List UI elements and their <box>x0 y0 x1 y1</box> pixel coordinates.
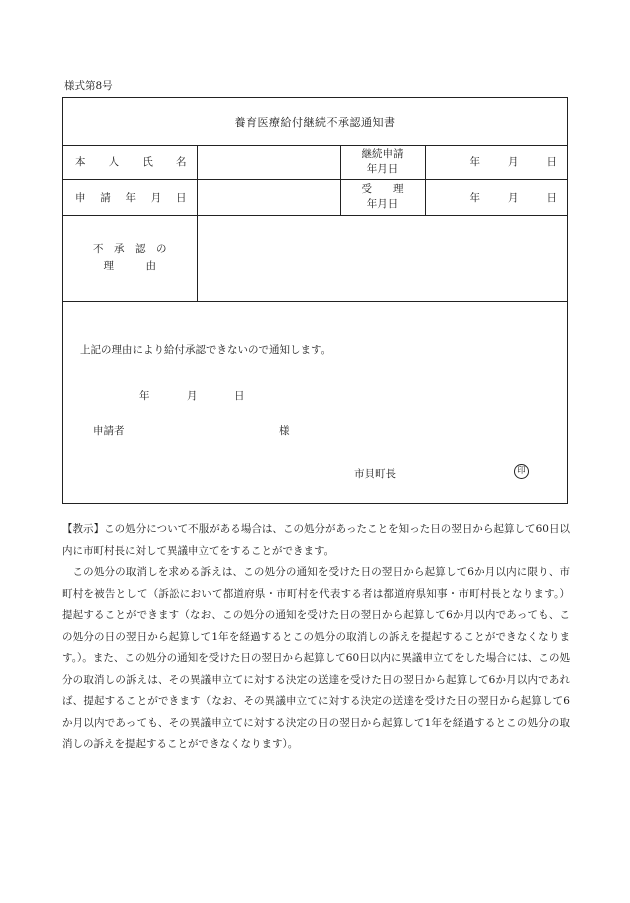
reason-field[interactable] <box>197 215 567 301</box>
applicant-label: 申請者 <box>93 425 125 437</box>
issue-date-year: 年 <box>139 390 150 402</box>
honorific-sama: 様 <box>279 425 290 437</box>
mayor-title: 市貝町長 <box>354 468 396 480</box>
instructions-paragraph: 【教示】この処分について不服がある場合は、この処分があったことを知った日の翌日から起算して60日以内に市町村長に対して異議申立てをすることができます。 <box>62 523 570 557</box>
notice-form <box>62 97 568 504</box>
form-number: 様式第8号 <box>64 80 113 92</box>
receipt-date-label: 受 理 年月日 <box>340 179 425 215</box>
form-table <box>63 145 567 302</box>
continuation-date-label: 継続申請 年月日 <box>340 145 425 179</box>
issue-date-day: 日 <box>234 390 245 402</box>
document-title: 養育医療給付継続不承認通知書 <box>63 98 567 146</box>
seal-mark: 印 <box>514 464 529 479</box>
notice-statement: 上記の理由により給付承認できないので通知します。 <box>80 344 332 356</box>
instructions-paragraph: この処分の取消しを求める訴えは、この処分の通知を受けた日の翌日から起算して6か月以内に限り、市町村を被告として（訴訟において都道府県・市町村を代表する者は都道府県知事・市町村長となります。）提起することができます（なお、この処分の通知を受けた日の翌日から起算して6か月以内であっても、この処分の日の翌日から起算して1年を経過するとこの処分の取消しの訴えを提起することができなくなります。）。また、この処分の通知を受けた日の翌日から起算して60日以内に異議申立てをした場合には、この処分の取消しの訴えは、その異議申立てに対する決定の送達を受けた日の翌日から起算して6か月以内であれば、提起することができます（なお、その異議申立てに対する決定の送達を受けた日の翌日から起算して6か月以内であっても、その異議申立てに対する決定の日の翌日から起算して1年を経過するとこの処分の取消しの訴えを提起することができなくなります）。 <box>62 566 570 750</box>
name-field[interactable] <box>197 145 340 179</box>
table-row <box>63 215 567 301</box>
receipt-date-field[interactable]: 年 月 日 <box>425 179 567 215</box>
table-row <box>63 179 567 215</box>
continuation-date-field[interactable]: 年 月 日 <box>425 145 567 179</box>
application-date-field[interactable] <box>197 179 340 215</box>
issue-date-month: 月 <box>187 390 198 402</box>
row-label-name: 本 人 氏 名 <box>63 145 197 179</box>
row-label-application-date: 申 請 年 月 日 <box>63 179 197 215</box>
table-row <box>63 145 567 179</box>
reason-label: 不 承 認 の 理 由 <box>63 215 197 301</box>
appeal-instructions <box>62 519 570 756</box>
